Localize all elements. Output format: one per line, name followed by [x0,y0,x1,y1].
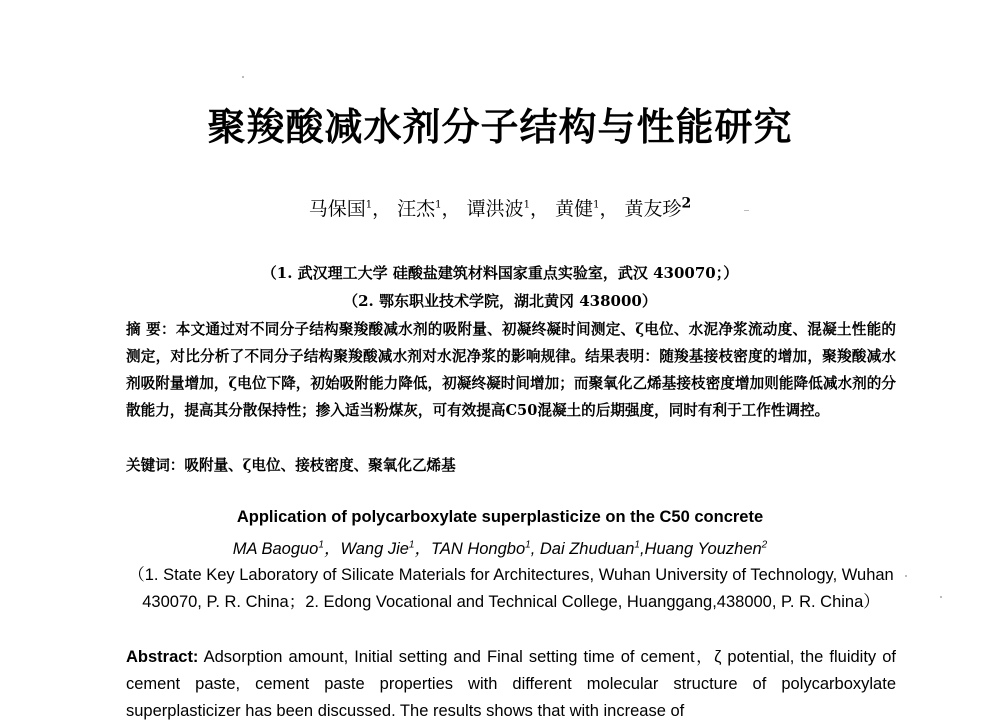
author-affil-mark: 2 [761,539,768,551]
author-cn: 汪杰 [397,198,436,220]
keywords-cn-text: 吸附量、ζ电位、接枝密度、聚氧化乙烯基 [184,457,456,474]
author-separator: , [639,540,645,558]
author-cn: 谭洪波 [466,198,524,220]
author-en: Huang Youzhen [644,540,762,558]
author-affil-mark: 1 [593,199,600,211]
author-affil-mark: 1 [365,199,373,211]
author-affil-mark: 1 [408,539,415,551]
scan-speck [744,210,749,211]
author-separator: ， [323,540,341,558]
author-cn: 马保国 [308,198,366,220]
abstract-en [126,644,896,725]
author-affil-mark: 1 [525,539,531,551]
authors-en [0,535,1000,559]
author-separator: ， [530,198,550,220]
affiliation-cn-2: （2. 鄂东职业技术学院，湖北黄冈 438000） [343,292,657,310]
authors-cn [0,194,1000,221]
abstract-en-label: Abstract: [126,648,199,666]
scan-speck [940,596,942,598]
scan-speck [905,575,907,577]
keywords-cn-label: 关键词： [126,457,185,474]
author-affil-mark: 2 [681,195,692,212]
author-en: Wang Jie [340,540,409,558]
author-affil-mark: 1 [318,539,324,551]
affiliation-cn-1: （1. 武汉理工大学 硅酸盐建筑材料国家重点实验室，武汉 430070；） [261,264,739,282]
author-en: Dai Zhuduan [539,540,635,558]
author-separator: , [530,540,540,558]
scan-speck [242,76,244,78]
abstract-en-text: Adsorption amount, Initial setting and Final setting time of cement，ζ potential, the fluidity of cement paste, cement paste properties with different molecular structure of polycarboxylate superplasticizer has been discussed. The results shows that with increase of [126,648,896,720]
affiliation-en: （1. State Key Laboratory of Silicate Materials for Architectures, Wuhan University of Technology, Wuhan 430070, P. R. China；2. Edong Vocational and Technical College, Huanggang,438000, P. R. China） [128,566,894,611]
keywords-cn [126,454,896,475]
author-affil-mark: 1 [435,199,442,211]
author-separator: ， [599,198,619,220]
abstract-cn-label: 摘 要： [126,321,176,338]
paper-title-en: Application of polycarboxylate superplasticize on the C50 concrete [236,508,764,526]
author-separator: ， [441,198,461,220]
author-separator: ， [372,198,392,220]
author-separator: ， [414,540,431,558]
author-en: TAN Hongbo [430,540,526,558]
abstract-cn [126,316,896,424]
author-en: MA Baoguo [232,540,319,558]
author-cn: 黄健 [555,198,594,220]
paper-title-cn: 聚羧酸减水剂分子结构与性能研究 [207,105,793,149]
author-affil-mark: 1 [634,539,640,551]
author-affil-mark: 1 [523,199,530,211]
abstract-cn-text: 本文通过对不同分子结构聚羧酸减水剂的吸附量、初凝终凝时间测定、ζ电位、水泥净浆流动度、混凝土性能的测定，对比分析了不同分子结构聚羧酸减水剂对水泥净浆的影响规律。结果表明：随羧基接枝密度的增加，聚羧酸减水剂吸附量增加，ζ电位下降，初始吸附能力降低，初凝终凝时间增加；而聚氧化乙烯基接枝密度增加则能降低减水剂的分散能力，提高其分散保持性；掺入适当粉煤灰，可有效提高C50混凝土的后期强度，同时有利于工作性调控。 [126,321,896,419]
author-cn: 黄友珍 [624,198,682,220]
